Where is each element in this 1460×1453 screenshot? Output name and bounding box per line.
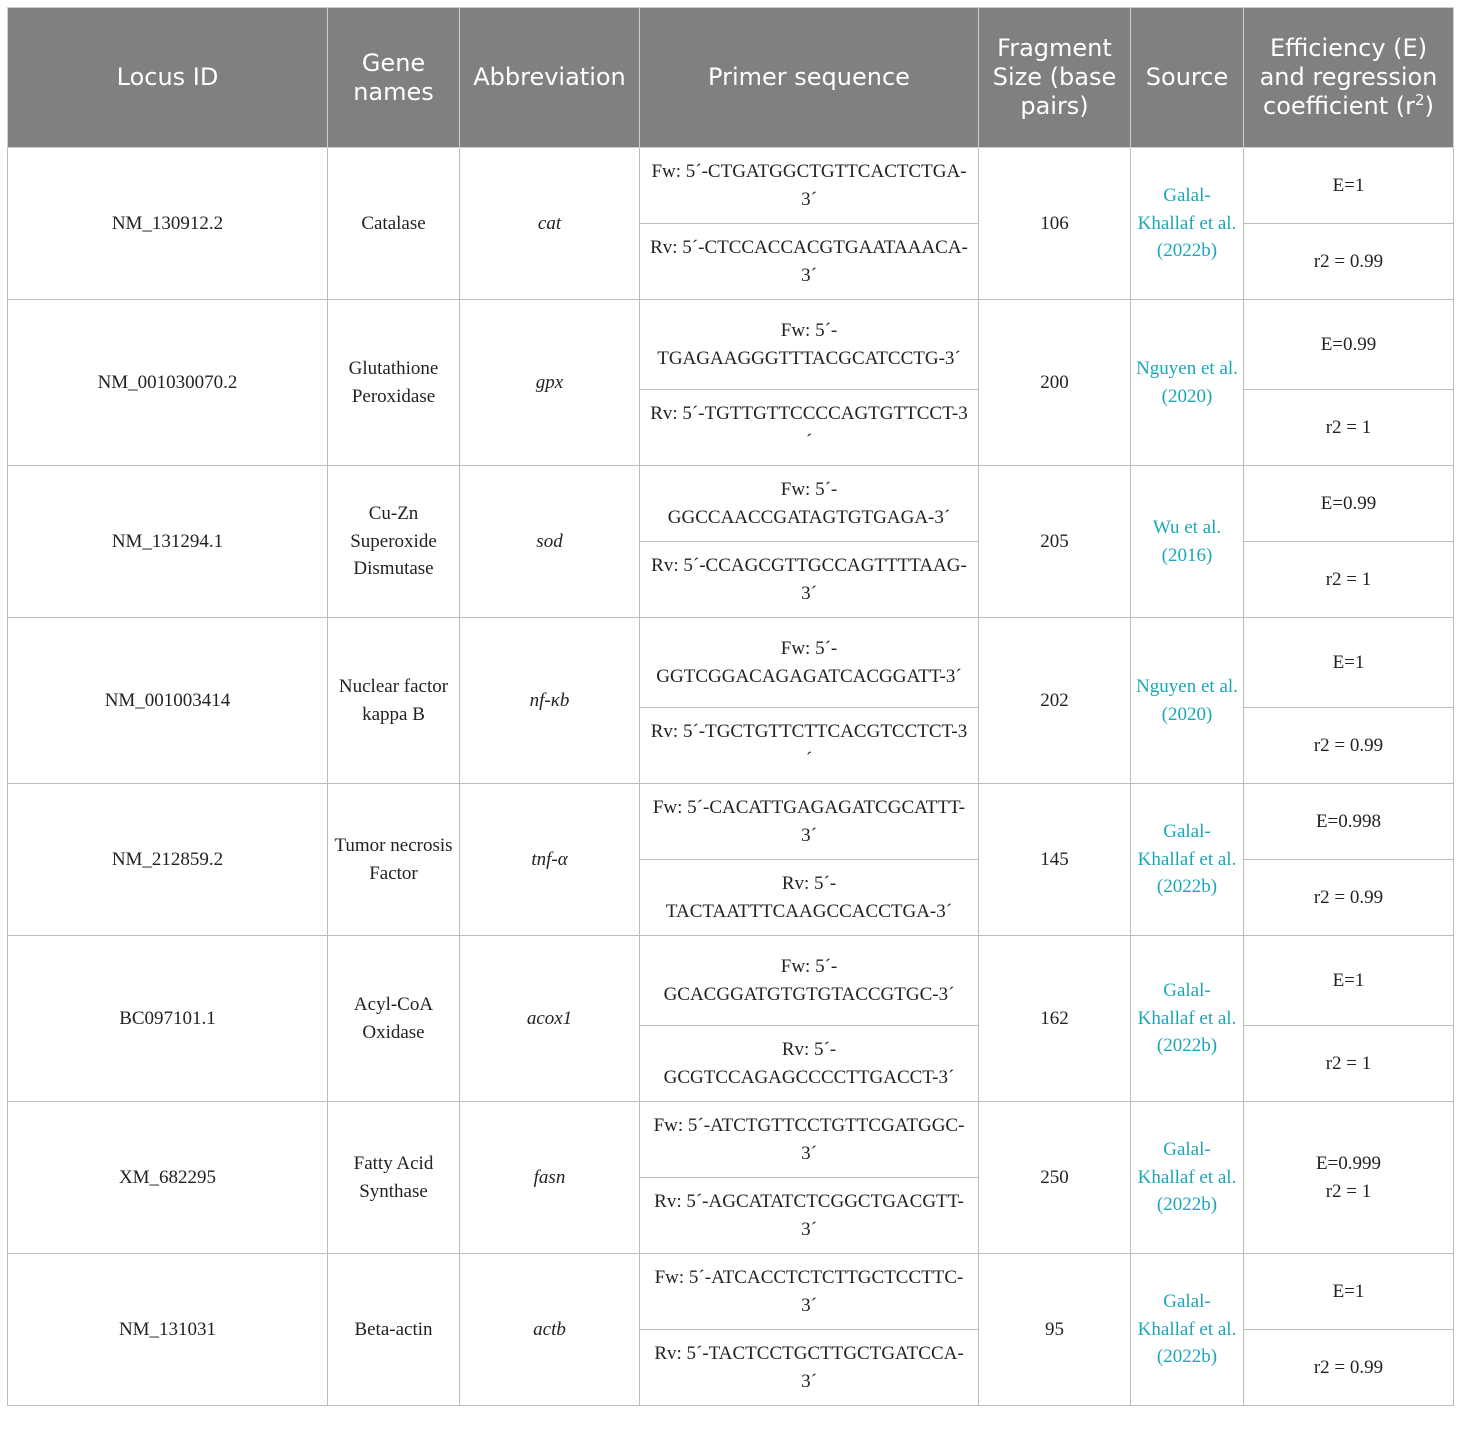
regression-coefficient-value: r2 = 1 [1325, 1180, 1372, 1202]
table-row [8, 300, 1454, 390]
forward-primer-cell: Fw: 5´-GCACGGATGTGTGTACCGTGC-3´ [640, 936, 979, 1026]
reverse-primer-cell: Rv: 5´-CCAGCGTTGCCAGTTTTAAG-3´ [640, 542, 979, 618]
gene-name-cell: Fatty Acid Synthase [328, 1102, 460, 1254]
table-row [8, 1102, 1454, 1178]
source-link[interactable]: Galal-Khallaf et al. (2022b) [1131, 148, 1244, 300]
header-efficiency-superscript: 2 [1415, 91, 1425, 109]
source-link[interactable]: Galal-Khallaf et al. (2022b) [1131, 1254, 1244, 1406]
fragment-size-cell: 205 [979, 466, 1131, 618]
regression-coefficient-cell: r2 = 1 [1244, 390, 1454, 466]
efficiency-cell: E=0.99 [1244, 466, 1454, 542]
regression-coefficient-cell: r2 = 0.99 [1244, 860, 1454, 936]
table-row [8, 148, 1454, 224]
abbreviation-cell: fasn [460, 1102, 640, 1254]
source-link[interactable]: Galal-Khallaf et al. (2022b) [1131, 936, 1244, 1102]
regression-coefficient-cell: r2 = 1 [1244, 542, 1454, 618]
header-source: Source [1131, 8, 1244, 148]
table-row [8, 784, 1454, 860]
header-efficiency [1244, 8, 1454, 148]
header-abbreviation: Abbreviation [460, 8, 640, 148]
abbreviation-cell: sod [460, 466, 640, 618]
reverse-primer-cell: Rv: 5´-TGTTGTTCCCCAGTGTTCCT-3´ [640, 390, 979, 466]
fragment-size-cell: 106 [979, 148, 1131, 300]
header-efficiency-close: ) [1424, 92, 1434, 120]
locus-id-cell: NM_131031 [8, 1254, 328, 1406]
forward-primer-cell: Fw: 5´-GGTCGGACAGAGATCACGGATT-3´ [640, 618, 979, 708]
efficiency-cell: E=0.99 [1244, 300, 1454, 390]
gene-name-cell: Beta-actin [328, 1254, 460, 1406]
efficiency-cell: E=1 [1244, 148, 1454, 224]
header-locus-id: Locus ID [8, 8, 328, 148]
abbreviation-cell: gpx [460, 300, 640, 466]
header-fragment-size: Fragment Size (base pairs) [979, 8, 1131, 148]
forward-primer-cell: Fw: 5´-TGAGAAGGGTTTACGCATCCTG-3´ [640, 300, 979, 390]
source-link[interactable]: Galal-Khallaf et al. (2022b) [1131, 784, 1244, 936]
efficiency-cell: E=1 [1244, 618, 1454, 708]
locus-id-cell: XM_682295 [8, 1102, 328, 1254]
locus-id-cell: BC097101.1 [8, 936, 328, 1102]
forward-primer-cell: Fw: 5´-GGCCAACCGATAGTGTGAGA-3´ [640, 466, 979, 542]
reverse-primer-cell: Rv: 5´-TGCTGTTCTTCACGTCCTCT-3´ [640, 708, 979, 784]
regression-coefficient-cell: r2 = 0.99 [1244, 708, 1454, 784]
efficiency-value: E=0.999 [1315, 1153, 1382, 1174]
locus-id-cell: NM_130912.2 [8, 148, 328, 300]
fragment-size-cell: 200 [979, 300, 1131, 466]
locus-id-cell: NM_001030070.2 [8, 300, 328, 466]
locus-id-cell: NM_212859.2 [8, 784, 328, 936]
fragment-size-cell: 95 [979, 1254, 1131, 1406]
forward-primer-cell: Fw: 5´-ATCTGTTCCTGTTCGATGGC-3´ [640, 1102, 979, 1178]
abbreviation-cell: nf-κb [460, 618, 640, 784]
reverse-primer-cell: Rv: 5´-CTCCACCACGTGAATAAACA-3´ [640, 224, 979, 300]
header-efficiency-text: Efficiency (E) and regression coefficient (r [1259, 34, 1438, 120]
header-row [8, 8, 1454, 148]
locus-id-cell: NM_131294.1 [8, 466, 328, 618]
gene-name-cell: Nuclear factor kappa B [328, 618, 460, 784]
table-row [8, 1254, 1454, 1330]
reverse-primer-cell: Rv: 5´-TACTCCTGCTTGCTGATCCA-3´ [640, 1330, 979, 1406]
table-row [8, 936, 1454, 1026]
table-row [8, 618, 1454, 708]
locus-id-cell: NM_001003414 [8, 618, 328, 784]
efficiency-cell: E=0.998 [1244, 784, 1454, 860]
reverse-primer-cell: Rv: 5´-AGCATATCTCGGCTGACGTT-3´ [640, 1178, 979, 1254]
reverse-primer-cell: Rv: 5´-TACTAATTTCAAGCCACCTGA-3´ [640, 860, 979, 936]
source-link[interactable]: Galal-Khallaf et al. (2022b) [1131, 1102, 1244, 1254]
gene-name-cell: Acyl-CoA Oxidase [328, 936, 460, 1102]
fragment-size-cell: 162 [979, 936, 1131, 1102]
table-row [8, 466, 1454, 542]
primer-table [7, 7, 1454, 1406]
regression-coefficient-cell: r2 = 0.99 [1244, 224, 1454, 300]
regression-coefficient-cell: r2 = 0.99 [1244, 1330, 1454, 1406]
reverse-primer-cell: Rv: 5´-GCGTCCAGAGCCCCTTGACCT-3´ [640, 1026, 979, 1102]
gene-name-cell: Glutathione Peroxidase [328, 300, 460, 466]
fragment-size-cell: 250 [979, 1102, 1131, 1254]
abbreviation-cell: cat [460, 148, 640, 300]
fragment-size-cell: 145 [979, 784, 1131, 936]
gene-name-cell: Cu-Zn Superoxide Dismutase [328, 466, 460, 618]
gene-name-cell: Catalase [328, 148, 460, 300]
forward-primer-cell: Fw: 5´-CACATTGAGAGATCGCATTT-3´ [640, 784, 979, 860]
efficiency-merged-cell [1244, 1102, 1454, 1254]
efficiency-cell: E=1 [1244, 1254, 1454, 1330]
fragment-size-cell: 202 [979, 618, 1131, 784]
header-gene-names: Gene names [328, 8, 460, 148]
source-link[interactable]: Wu et al. (2016) [1131, 466, 1244, 618]
source-link[interactable]: Nguyen et al. (2020) [1131, 300, 1244, 466]
regression-coefficient-cell: r2 = 1 [1244, 1026, 1454, 1102]
header-primer-sequence: Primer sequence [640, 8, 979, 148]
forward-primer-cell: Fw: 5´-ATCACCTCTCTTGCTCCTTC-3´ [640, 1254, 979, 1330]
gene-name-cell: Tumor necrosis Factor [328, 784, 460, 936]
efficiency-cell: E=1 [1244, 936, 1454, 1026]
forward-primer-cell: Fw: 5´-CTGATGGCTGTTCACTCTGA-3´ [640, 148, 979, 224]
source-link[interactable]: Nguyen et al. (2020) [1131, 618, 1244, 784]
abbreviation-cell: actb [460, 1254, 640, 1406]
abbreviation-cell: tnf-α [460, 784, 640, 936]
abbreviation-cell: acox1 [460, 936, 640, 1102]
